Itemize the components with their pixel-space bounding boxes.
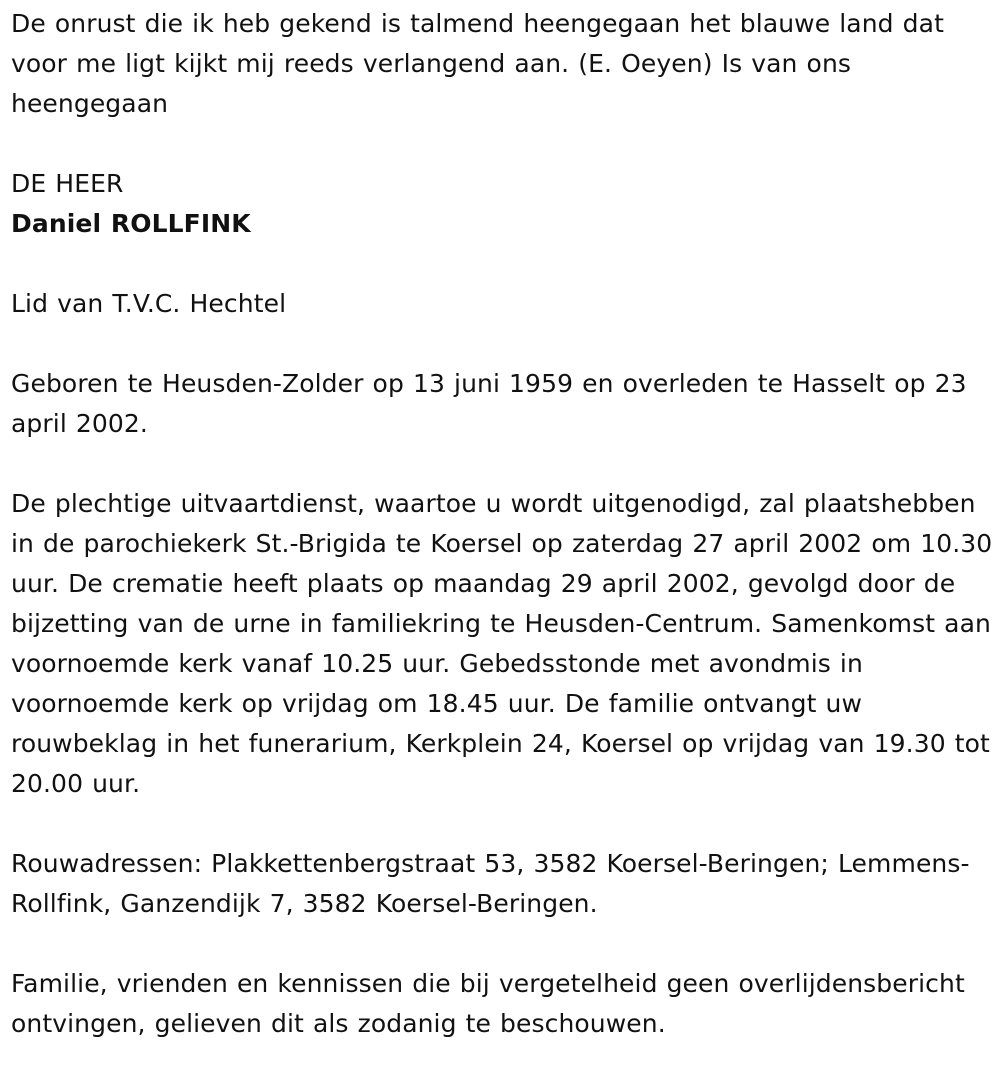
membership-line: Lid van T.V.C. Hechtel bbox=[11, 289, 287, 318]
addresses-paragraph: Rouwadressen: Plakkettenbergstraat 53, 3582 Koersel-Beringen; Lemmens-Rollfink, Ganzendijk 7, 3582 Koersel-Beringen. bbox=[11, 849, 970, 918]
closing-paragraph: Familie, vrienden en kennissen die bij vergetelheid geen overlijdensbericht ontvingen, gelieven dit als zodanig te beschouwen. bbox=[11, 969, 965, 1038]
spacer bbox=[11, 324, 993, 364]
service-paragraph: De plechtige uitvaartdienst, waartoe u wordt uitgenodigd, zal plaatshebben in de parochiekerk St.-Brigida te Koersel op zaterdag 27 april 2002 om 10.30 uur. De crematie heeft plaats op maandag 29 april 2002, gevolgd door de bijzetting van de urne in familiekring te Heusden-Centrum. Samenkomst aan voornoemde kerk vanaf 10.25 uur. Gebedsstonde met avondmis in voornoemde kerk op vrijdag om 18.45 uur. De familie ontvangt uw rouwbeklag in het funerarium, Kerkplein 24, Koersel op vrijdag van 19.30 tot 20.00 uur. bbox=[11, 489, 993, 798]
birth-death-paragraph: Geboren te Heusden-Zolder op 13 juni 1959 en overleden te Hasselt op 23 april 2002. bbox=[11, 369, 967, 438]
spacer bbox=[11, 444, 993, 484]
intro-paragraph: De onrust die ik heb gekend is talmend heengegaan het blauwe land dat voor me ligt kijkt mij reeds verlangend aan. (E. Oeyen) Is van ons heengegaan bbox=[11, 9, 944, 118]
spacer bbox=[11, 124, 993, 164]
title-prefix: DE HEER bbox=[11, 169, 124, 198]
spacer bbox=[11, 804, 993, 844]
spacer bbox=[11, 244, 993, 284]
deceased-name: Daniel ROLLFINK bbox=[11, 209, 251, 238]
spacer bbox=[11, 924, 993, 964]
obituary-document bbox=[11, 4, 993, 1044]
